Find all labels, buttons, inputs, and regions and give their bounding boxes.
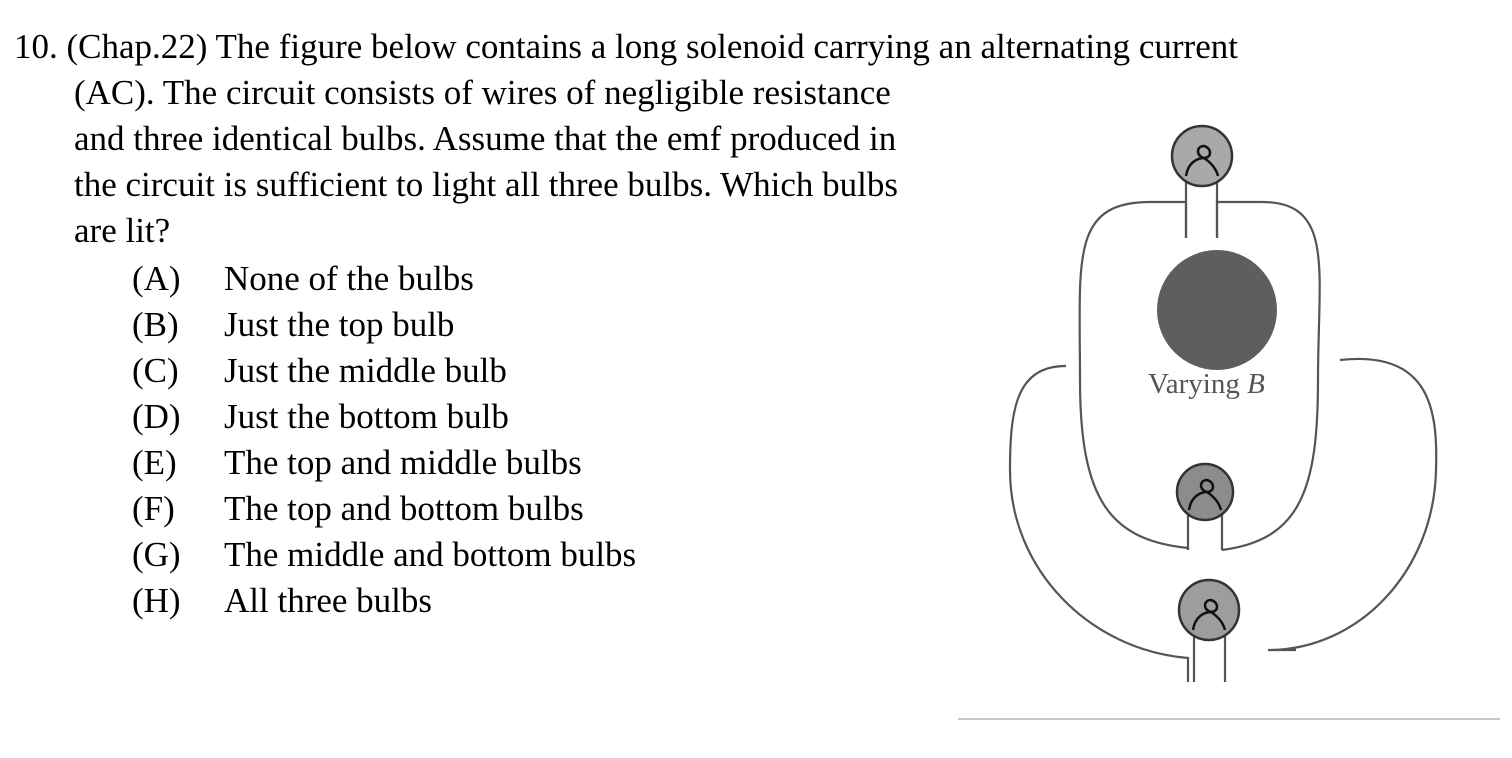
varying-b-symbol: B: [1247, 368, 1265, 400]
option-text: Just the top bulb: [224, 305, 455, 344]
option-text: The middle and bottom bulbs: [224, 535, 637, 574]
horizontal-divider: [958, 718, 1500, 720]
option-letter: (H): [132, 581, 181, 620]
option-text: The top and bottom bulbs: [224, 489, 584, 528]
option-letter: (C): [132, 351, 179, 390]
option-letter: (G): [132, 535, 181, 574]
option-text: Just the middle bulb: [224, 351, 507, 390]
top-bulb-icon: [1172, 126, 1232, 186]
varying-b-text: Varying: [1148, 368, 1240, 400]
outer-wire-loop: [1010, 366, 1188, 682]
option-letter: (F): [132, 489, 175, 528]
option-text: The top and middle bulbs: [224, 443, 582, 482]
middle-bulb-icon: [1177, 464, 1233, 520]
option-letter: (A): [132, 259, 181, 298]
option-text: None of the bulbs: [224, 259, 474, 298]
option-f: [132, 486, 636, 532]
option-a: [132, 256, 636, 302]
varying-b-label: [1148, 368, 1265, 400]
option-g: [132, 532, 636, 578]
circuit-diagram: [1000, 110, 1460, 690]
option-b: [132, 302, 636, 348]
option-h: [132, 578, 636, 624]
option-e: [132, 440, 636, 486]
option-letter: (E): [132, 443, 177, 482]
outer-wire-loop-right: [1268, 359, 1436, 650]
option-d: [132, 394, 636, 440]
question-line1: 10. (Chap.22) The figure below contains a long solenoid carrying an alternating current: [14, 27, 1238, 66]
option-text: Just the bottom bulb: [224, 397, 509, 436]
option-letter: (B): [132, 305, 179, 344]
circuit-figure: [1000, 110, 1460, 690]
option-text: All three bulbs: [224, 581, 433, 620]
answer-options: [132, 256, 636, 624]
option-letter: (D): [132, 397, 181, 436]
solenoid-cross-section: [1157, 250, 1277, 370]
option-c: [132, 348, 636, 394]
question-body: (AC). The circuit consists of wires of negligible resistance and three identical bulbs. Assume that the emf produced in the circuit is sufficient to light all three bulbs. Which bulbs are lit?: [74, 73, 898, 250]
bottom-bulb-icon: [1179, 580, 1239, 640]
